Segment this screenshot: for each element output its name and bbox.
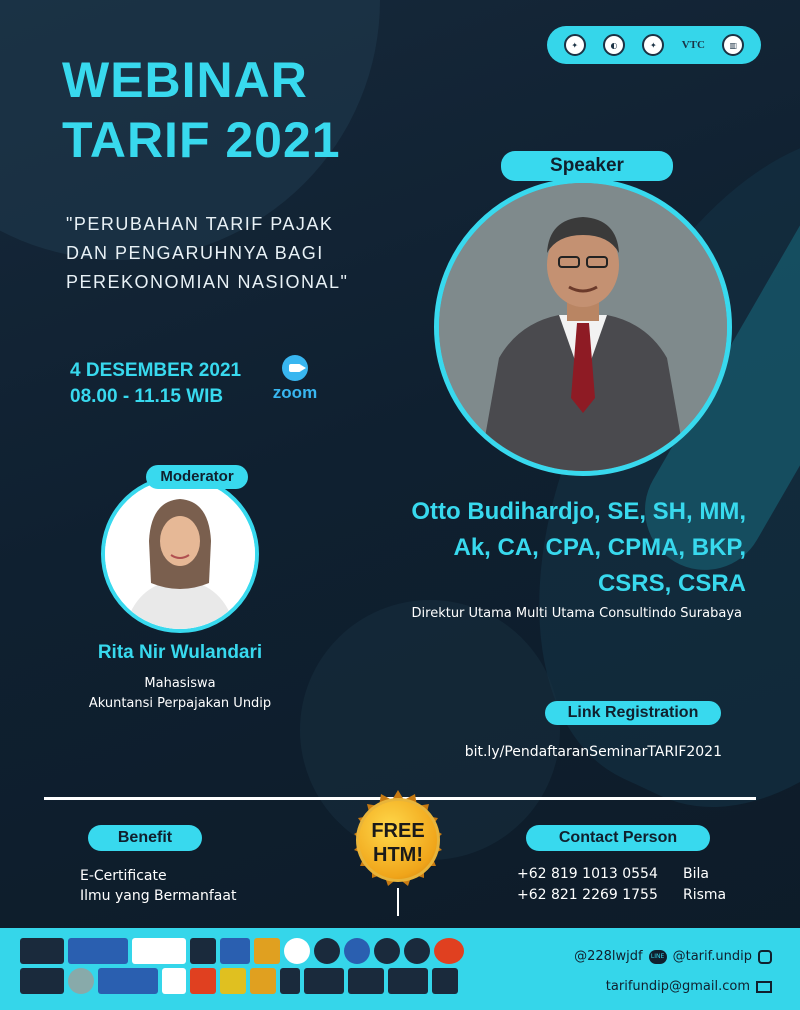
partner-logo (162, 968, 186, 994)
theme-line: "PERUBAHAN TARIF PAJAK (66, 214, 334, 234)
badge-line: FREE (371, 820, 425, 842)
partner-logo (220, 968, 246, 994)
social-row (574, 972, 772, 1002)
event-date: 4 DESEMBER 2021 (70, 360, 242, 381)
vtc-logo: VTC (681, 39, 705, 51)
speaker-role: Direktur Utama Multi Utama Consultindo Surabaya (411, 606, 742, 621)
registration-label: Link Registration (545, 701, 721, 725)
speaker-name (326, 494, 746, 602)
moderator-portrait-icon (105, 479, 255, 629)
partner-logo (314, 938, 340, 964)
social-row (574, 942, 772, 972)
free-htm-badge (348, 790, 448, 890)
partner-logo (254, 938, 280, 964)
partner-logo (190, 968, 216, 994)
partner-logo (432, 968, 458, 994)
contact-row (517, 864, 726, 885)
university-seal-icon: ✦ (642, 34, 664, 56)
event-time: 08.00 - 11.15 WIB (70, 386, 224, 407)
organization-logo-icon: ◐ (603, 34, 625, 56)
webinar-theme (66, 210, 348, 297)
zoom-platform (268, 355, 322, 403)
benefit-list (80, 866, 236, 906)
moderator-name: Rita Nir Wulandari (97, 642, 263, 663)
title-line: TARIF 2021 (62, 112, 341, 168)
badge-stem (397, 888, 399, 916)
moderator-photo (101, 475, 259, 633)
moderator-role (40, 674, 320, 714)
partner-logo (434, 938, 464, 964)
instagram-icon (758, 950, 772, 964)
moderator-role-line: Mahasiswa (144, 676, 216, 691)
partner-logo (280, 968, 300, 994)
contact-phone[interactable]: +62 819 1013 0554 (517, 866, 658, 882)
university-seal-icon: ✦ (564, 34, 586, 56)
partner-logo (68, 968, 94, 994)
partner-logos (547, 26, 761, 64)
media-partner-logos (20, 938, 490, 1010)
instagram-handle[interactable]: @tarif.undip (672, 949, 752, 964)
partner-logo (132, 938, 186, 964)
building-logo-icon: ▥ (722, 34, 744, 56)
contact-row (517, 885, 726, 906)
partner-logo (284, 938, 310, 964)
speaker-name-line: CSRS, CSRA (597, 570, 746, 597)
partner-logo (404, 938, 430, 964)
line-id[interactable]: @228lwjdf (574, 949, 643, 964)
partner-logo (68, 938, 128, 964)
title-line: WEBINAR (62, 52, 308, 108)
moderator-label: Moderator (146, 465, 248, 489)
email-address[interactable]: tarifundip@gmail.com (605, 979, 750, 994)
partner-logo (20, 998, 60, 1010)
partner-logo (374, 938, 400, 964)
speaker-portrait-icon (439, 183, 727, 471)
moderator-role-line: Akuntansi Perpajakan Undip (88, 696, 272, 711)
contact-name: Risma (683, 887, 727, 903)
theme-line: DAN PENGARUHNYA BAGI (66, 243, 324, 263)
platform-label: zoom (272, 383, 318, 402)
partner-logo (388, 968, 428, 994)
badge-line: HTM! (373, 844, 423, 866)
zoom-camera-icon (282, 355, 308, 381)
theme-line: PEREKONOMIAN NASIONAL" (66, 272, 349, 292)
benefit-label: Benefit (88, 825, 202, 851)
speaker-photo (434, 178, 732, 476)
benefit-item: E-Certificate (80, 868, 167, 884)
social-contacts (574, 942, 772, 1002)
partner-logo (344, 938, 370, 964)
partner-logo (20, 938, 64, 964)
partner-logo (304, 968, 344, 994)
partner-logo (20, 968, 64, 994)
benefit-item: Ilmu yang Bermanfaat (80, 888, 237, 904)
contact-name: Bila (683, 866, 709, 882)
line-chat-icon: LINE (649, 950, 667, 964)
speaker-label: Speaker (501, 151, 673, 181)
partner-logo (250, 968, 276, 994)
mail-icon (756, 981, 772, 993)
page-title (62, 50, 341, 170)
event-schedule (70, 358, 241, 410)
registration-link[interactable]: bit.ly/PendaftaranSeminarTARIF2021 (464, 744, 722, 760)
partner-logo (98, 968, 158, 994)
speaker-name-line: Ak, CA, CPA, CPMA, BKP, (453, 534, 746, 561)
partner-logo (220, 938, 250, 964)
partner-logo (190, 938, 216, 964)
badge-text (356, 798, 440, 882)
contact-list (517, 864, 726, 906)
speaker-name-line: Otto Budihardjo, SE, SH, MM, (411, 498, 746, 525)
partner-logo (348, 968, 384, 994)
contact-phone[interactable]: +62 821 2269 1755 (517, 887, 658, 903)
contact-label: Contact Person (526, 825, 710, 851)
